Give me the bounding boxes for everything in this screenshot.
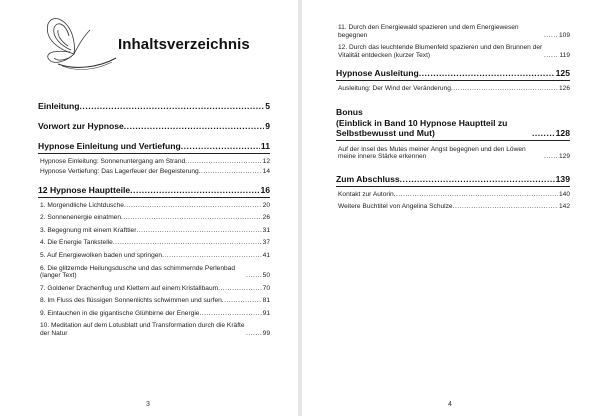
toc-entry[interactable]: Auf der Insel des Mutes meiner Angst begegnen und den Löwen meine innere Stärke erkennen ..... 129: [336, 146, 570, 161]
toc-entry[interactable]: 3. Begegnung mit einem Krafttier ..... 31: [38, 227, 270, 235]
toc-entry[interactable]: 1. Morgendliche Lichtdusche ..... 20: [38, 202, 270, 210]
toc-entry[interactable]: Vorwort zur Hypnose ..... 9: [38, 122, 270, 132]
toc-entry[interactable]: 4. Die Energie Tankstelle ..... 37: [38, 239, 270, 247]
toc-section-heading[interactable]: Hypnose Ausleitung ..... 125: [336, 69, 570, 81]
toc-entry[interactable]: Kontakt zur Autorin ..... 140: [336, 191, 570, 199]
toc-entry[interactable]: Hypnose Einleitung: Sonnenuntergang am Strand ..... 12: [38, 158, 270, 166]
page-number: 3: [146, 401, 150, 408]
toc-entry[interactable]: Hypnose Vertiefung: Das Lagerfeuer der Begeisterung ..... 14: [38, 168, 270, 176]
toc-entry[interactable]: 5. Auf Energiewolken baden und springen ..... 41: [38, 252, 270, 260]
right-page: [302, 0, 600, 416]
toc-title: Inhaltsverzeichnis: [118, 36, 250, 53]
toc-section-heading[interactable]: 12 Hypnose Hauptteile ..... 16: [38, 186, 270, 198]
toc-entry[interactable]: 11. Durch den Energiewald spazieren und dem Energiewesen begegnen ..... 109: [336, 24, 570, 39]
butterfly-logo-icon: [38, 10, 118, 74]
toc-section-heading[interactable]: Zum Abschluss ..... 139: [336, 175, 570, 187]
toc-entry[interactable]: 2. Sonnenenergie einatmen ..... 26: [38, 214, 270, 222]
toc-entry[interactable]: 10. Meditation auf dem Lotusblatt und Transformation durch die Kräfte der Natur ..... 99: [38, 322, 270, 337]
toc-section-heading[interactable]: (Einblick in Band 10 Hypnose Hauptteil zu Selbstbewusst und Mut) ..... 128: [336, 119, 570, 141]
toc-right-list: [336, 24, 570, 211]
toc-left-list: [38, 102, 270, 338]
toc-entry[interactable]: Ausleitung: Der Wind der Veränderung ..... 126: [336, 85, 570, 93]
bonus-heading: Bonus: [336, 106, 363, 117]
page-number: 4: [448, 401, 452, 408]
toc-entry[interactable]: Einleitung ..... 5: [38, 102, 270, 112]
toc-entry[interactable]: 9. Eintauchen in die gigantische Glühbirne der Energie ..... 91: [38, 310, 270, 318]
toc-entry[interactable]: Weitere Buchtitel von Angelina Schulze ..... 142: [336, 203, 570, 211]
toc-entry[interactable]: 7. Goldener Drachenflug und Klettern auf einem Kristallbaum ..... 70: [38, 285, 270, 293]
left-page: [0, 0, 298, 416]
toc-section-heading[interactable]: Hypnose Einleitung und Vertiefung ..... 11: [38, 142, 270, 154]
toc-entry[interactable]: 8. Im Fluss des flüssigen Sonnenlichts schwimmen und surfen ..... 81: [38, 297, 270, 305]
toc-entry[interactable]: 12. Durch das leuchtende Blumenfeld spazieren und den Brunnen der Vitalität entdecken (kurzer Text) ..... 119: [336, 44, 570, 59]
toc-entry[interactable]: 6. Die glitzernde Heilungsdusche und das schimmernde Perlenbad (langer Text) ..... 50: [38, 265, 270, 280]
